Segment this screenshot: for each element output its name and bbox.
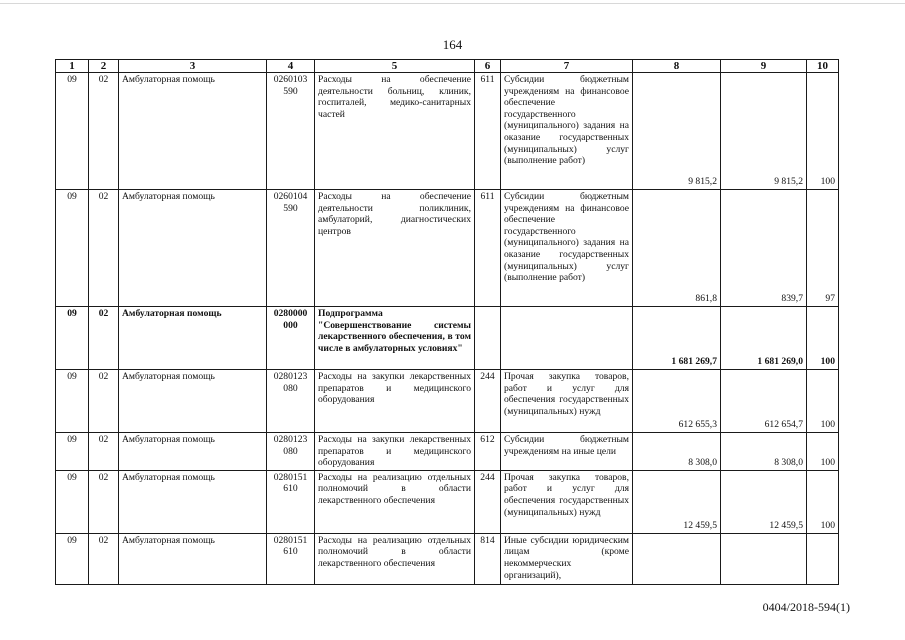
expense-type-code: 244 xyxy=(475,470,501,533)
subsection-code: 02 xyxy=(89,433,119,471)
table-row xyxy=(56,370,839,433)
section-code: 09 xyxy=(56,190,89,307)
expense-type-code: 612 xyxy=(475,433,501,471)
expense-type-description: Прочая закупка товаров, работ и услуг для обеспечения государственных (муниципальных) нужд xyxy=(501,470,633,533)
header-col-3: 3 xyxy=(119,60,267,73)
target-article-code: 0280151 610 xyxy=(267,533,315,584)
execution-percent: 97 xyxy=(807,190,839,307)
header-col-10: 10 xyxy=(807,60,839,73)
header-col-2: 2 xyxy=(89,60,119,73)
header-col-1: 1 xyxy=(56,60,89,73)
table-row-subprogram xyxy=(56,307,839,370)
execution-percent xyxy=(807,533,839,584)
expense-description: Подпрограмма "Совершенствование системы лекарственного обеспечения, в том числе в амбулаторных условиях" xyxy=(315,307,475,370)
execution-percent: 100 xyxy=(807,433,839,471)
target-article-code: 0280123 080 xyxy=(267,370,315,433)
table-row xyxy=(56,190,839,307)
section-code: 09 xyxy=(56,370,89,433)
section-name: Амбулаторная помощь xyxy=(119,73,267,190)
target-article-code: 0280151 610 xyxy=(267,470,315,533)
header-col-8: 8 xyxy=(633,60,721,73)
actual-amount: 839,7 xyxy=(721,190,807,307)
expense-description: Расходы на обеспечение деятельности поликлиник, амбулаторий, диагностических центров xyxy=(315,190,475,307)
table-row xyxy=(56,73,839,190)
header-col-9: 9 xyxy=(721,60,807,73)
expense-type-code: 814 xyxy=(475,533,501,584)
expense-type-code: 611 xyxy=(475,73,501,190)
target-article-code: 0280000 000 xyxy=(267,307,315,370)
subsection-code: 02 xyxy=(89,370,119,433)
target-article-code: 0260104 590 xyxy=(267,190,315,307)
expense-type-description: Субсидии бюджетным учреждениям на иные цели xyxy=(501,433,633,471)
document-code: 0404/2018-594(1) xyxy=(762,600,850,614)
section-code: 09 xyxy=(56,470,89,533)
planned-amount: 12 459,5 xyxy=(633,470,721,533)
expense-description: Расходы на обеспечение деятельности больниц, клиник, госпиталей, медико-санитарных частей xyxy=(315,73,475,190)
planned-amount xyxy=(633,533,721,584)
header-col-4: 4 xyxy=(267,60,315,73)
planned-amount: 861,8 xyxy=(633,190,721,307)
section-name: Амбулаторная помощь xyxy=(119,370,267,433)
page-number: 164 xyxy=(442,37,463,52)
expense-type-code xyxy=(475,307,501,370)
section-code: 09 xyxy=(56,433,89,471)
section-code: 09 xyxy=(56,307,89,370)
section-code: 09 xyxy=(56,73,89,190)
section-name: Амбулаторная помощь xyxy=(119,533,267,584)
planned-amount: 9 815,2 xyxy=(633,73,721,190)
execution-percent: 100 xyxy=(807,307,839,370)
target-article-code: 0260103 590 xyxy=(267,73,315,190)
section-name: Амбулаторная помощь xyxy=(119,190,267,307)
expense-type-description: Прочая закупка товаров, работ и услуг для обеспечения государственных (муниципальных) нужд xyxy=(501,370,633,433)
execution-percent: 100 xyxy=(807,73,839,190)
table-row xyxy=(56,533,839,584)
target-article-code: 0280123 080 xyxy=(267,433,315,471)
actual-amount: 9 815,2 xyxy=(721,73,807,190)
expense-description: Расходы на реализацию отдельных полномочий в области лекарственного обеспечения xyxy=(315,533,475,584)
actual-amount: 612 654,7 xyxy=(721,370,807,433)
subsection-code: 02 xyxy=(89,73,119,190)
header-col-7: 7 xyxy=(501,60,633,73)
actual-amount: 12 459,5 xyxy=(721,470,807,533)
section-code: 09 xyxy=(56,533,89,584)
planned-amount: 1 681 269,7 xyxy=(633,307,721,370)
table-row xyxy=(56,433,839,471)
actual-amount: 1 681 269,0 xyxy=(721,307,807,370)
expense-type-description: Иные субсидии юридическим лицам (кроме некоммерческих организаций), xyxy=(501,533,633,584)
expense-description: Расходы на реализацию отдельных полномочий в области лекарственного обеспечения xyxy=(315,470,475,533)
section-name: Амбулаторная помощь xyxy=(119,433,267,471)
planned-amount: 612 655,3 xyxy=(633,370,721,433)
subsection-code: 02 xyxy=(89,470,119,533)
execution-percent: 100 xyxy=(807,470,839,533)
table-row xyxy=(56,470,839,533)
expense-description: Расходы на закупки лекарственных препаратов и медицинского оборудования xyxy=(315,433,475,471)
planned-amount: 8 308,0 xyxy=(633,433,721,471)
expense-type-code: 611 xyxy=(475,190,501,307)
expense-type-description xyxy=(501,307,633,370)
header-row xyxy=(56,60,839,73)
budget-table xyxy=(55,59,839,585)
subsection-code: 02 xyxy=(89,307,119,370)
header-col-5: 5 xyxy=(315,60,475,73)
expense-type-code: 244 xyxy=(475,370,501,433)
expense-description: Расходы на закупки лекарственных препаратов и медицинского оборудования xyxy=(315,370,475,433)
expense-type-description: Субсидии бюджетным учреждениям на финансовое обеспечение государственного (муниципального) задания на оказание государственных (муниципальных) услуг (выполнение работ) xyxy=(501,190,633,307)
subsection-code: 02 xyxy=(89,190,119,307)
header-col-6: 6 xyxy=(475,60,501,73)
section-name: Амбулаторная помощь xyxy=(119,470,267,533)
section-name: Амбулаторная помощь xyxy=(119,307,267,370)
actual-amount xyxy=(721,533,807,584)
actual-amount: 8 308,0 xyxy=(721,433,807,471)
execution-percent: 100 xyxy=(807,370,839,433)
subsection-code: 02 xyxy=(89,533,119,584)
expense-type-description: Субсидии бюджетным учреждениям на финансовое обеспечение государственного (муниципального) задания на оказание государственных (муниципальных) услуг (выполнение работ) xyxy=(501,73,633,190)
scan-edge-top xyxy=(0,3,905,4)
